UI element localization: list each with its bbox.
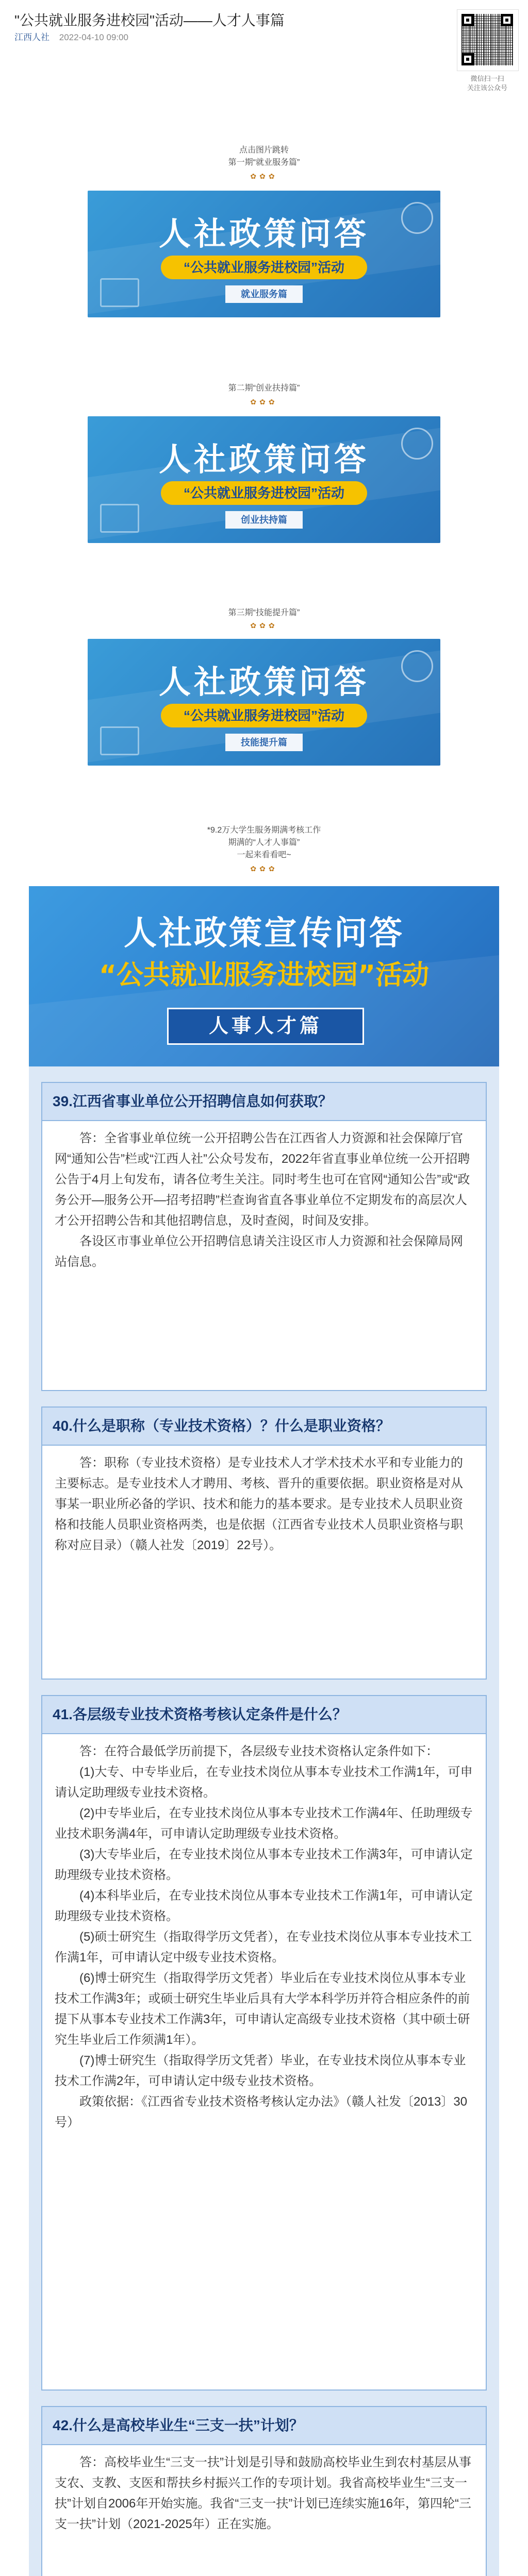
qa-item	[41, 2406, 487, 2576]
banner-title: 人社政策问答	[158, 440, 369, 478]
intro-caption: 第三期“技能提升篇”	[228, 608, 300, 617]
qa-answer	[42, 1121, 486, 1282]
article-meta	[14, 30, 128, 43]
qr-finder-icon	[461, 14, 474, 26]
qa-answer	[42, 1446, 486, 1565]
qa-question: 39.江西省事业单位公开招聘信息如何获取？	[42, 1083, 486, 1121]
qa-answer-paragraph: (6)博士研究生（指取得学历文凭者）毕业后在专业技术岗位从事本专业技术工作满3年；或硕士研究生毕业后具有大学本科学历并符合相应条件的前提下从事本专业技术工作满3年，可申请认定高级专业技术资格（其中硕士研究生毕业后工作须满1年）。	[55, 1971, 470, 2047]
intro-caption: 第二期“创业扶持篇”	[228, 384, 300, 393]
banner-chip: 技能提升篇	[225, 734, 303, 751]
poster-title: 人社政策宣传问答	[124, 914, 404, 953]
qa-answer-paragraph: 答：全省事业单位统一公开招聘公告在江西省人力资源和社会保障厅官网“通知公告”栏或“江西人社”公众号发布，2022年省直事业单位统一公开招聘公告于4月上旬发布，请各位考生关注。同时考生也可在官网“通知公告”或“政务公开—服务公开—招考招聘”栏查询省直各事业单位不定期发布的高层次人才公开招聘公告和其他招聘信息，及时查阅，时间及安排。	[55, 1131, 470, 1228]
banner-subtitle: “公共就业服务进校园”活动	[161, 256, 367, 279]
banner-startup-support[interactable]	[88, 416, 440, 543]
qa-answer-paragraph: (3)大专毕业后，在专业技术岗位从事本专业技术工作满3年，可申请认定助理级专业技术资格。	[55, 1848, 473, 1882]
qa-answer-paragraph: (1)大专、中专毕业后，在专业技术岗位从事本专业技术工作满1年，可申请认定助理级专业技术资格。	[55, 1765, 473, 1800]
intro-caption: 一起来看看吧~	[237, 851, 291, 859]
intro-caption: *9.2万大学生服务期满考核工作	[207, 826, 321, 835]
banner-subtitle: “公共就业服务进校园”活动	[161, 704, 367, 727]
qa-answer-paragraph: 答：高校毕业生“三支一扶”计划是引导和鼓励高校毕业生到农村基层从事支农、支教、支医和帮扶乡村振兴工作的专项计划。我省高校毕业生“三支一扶”计划自2006年开始实施。我省“三支一扶”计划已连续实施16年，第四轮“三支一扶”计划（2021-2025年）正在实施。	[55, 2455, 472, 2531]
qa-question: 41.各层级专业技术资格考核认定条件是什么？	[42, 1696, 486, 1734]
intro-caption: 期满的“人才人事篇”	[228, 838, 300, 847]
article-title: "公共就业服务进校园"活动——人才人事篇	[14, 12, 285, 28]
qa-poster	[29, 886, 499, 2576]
qa-answer-paragraph: (4)本科毕业后，在专业技术岗位从事本专业技术工作满1年，可申请认定助理级专业技术资格。	[55, 1889, 473, 1923]
banner-chip: 就业服务篇	[225, 285, 303, 303]
ornament-icon: ✿✿✿	[250, 172, 278, 180]
banner-employment-service[interactable]	[88, 191, 440, 317]
poster-subtitle: “公共就业服务进校园”活动	[98, 960, 430, 991]
qa-answer-paragraph: 各设区市事业单位公开招聘信息请关注设区市人力资源和社会保障局网站信息。	[55, 1234, 463, 1269]
intro-caption: 点击图片跳转	[239, 146, 289, 155]
ornament-icon: ✿✿✿	[250, 621, 278, 630]
qa-answer-paragraph: (5)硕士研究生（指取得学历文凭者），在专业技术岗位从事本专业技术工作满1年，可申请认定中级专业技术资格。	[55, 1930, 472, 1964]
article-header	[0, 0, 528, 98]
qa-item	[41, 1406, 487, 1680]
ornament-icon: ✿✿✿	[250, 398, 278, 406]
follow-qr-code	[457, 9, 519, 71]
account-name-link[interactable]: 江西人社	[14, 32, 50, 42]
publish-date: 2022-04-10 09:00	[59, 32, 128, 42]
qa-answer-paragraph: (2)中专毕业后，在专业技术岗位从事本专业技术工作满4年、任助理级专业技术职务满4年，可申请认定助理级专业技术资格。	[55, 1806, 473, 1841]
banner-chip: 创业扶持篇	[225, 511, 303, 529]
book-icon	[100, 504, 139, 533]
qa-answer-paragraph: 答：在符合最低学历前提下，各层级专业技术资格认定条件如下：	[79, 1744, 438, 1758]
qr-caption: 微信扫一扫 关注该公众号	[467, 75, 507, 92]
qa-question: 40.什么是职称（专业技术资格）？什么是职业资格？	[42, 1408, 486, 1446]
qa-answer	[42, 1734, 486, 2142]
poster-chip: 人事人才篇	[167, 1008, 364, 1045]
qa-answer-paragraph: 答：职称（专业技术资格）是专业技术人才学术技术水平和专业能力的主要标志。是专业技术人才聘用、考核、晋升的重要依据。职业资格是对从事某一职业所必备的学识、技术和能力的基本要求。是专业技术人员职业资格和技能人员职业资格两类，也是依据（江西省专业技术人员职业资格与职称对应目录）（赣人社发〔2019〕22号）。	[55, 1456, 463, 1552]
poster-header	[29, 886, 499, 1066]
intro-caption: 第一期“就业服务篇”	[228, 158, 300, 167]
banner-title: 人社政策问答	[158, 215, 369, 252]
qa-question: 42.什么是高校毕业生“三支一扶”计划？	[42, 2407, 486, 2445]
qa-answer	[42, 2445, 486, 2544]
qr-finder-icon	[461, 53, 474, 65]
qa-answer-paragraph: 政策依据：《江西省专业技术资格考核认定办法》（赣人社发〔2013〕30号）	[55, 2095, 468, 2129]
banner-subtitle: “公共就业服务进校园”活动	[161, 481, 367, 505]
banner-title: 人社政策问答	[158, 663, 369, 701]
qa-item	[41, 1082, 487, 1391]
qr-finder-icon	[501, 14, 513, 26]
book-icon	[100, 278, 139, 307]
ornament-icon: ✿✿✿	[250, 865, 278, 873]
qa-item	[41, 1695, 487, 2391]
banner-skills-upgrade[interactable]	[88, 639, 440, 766]
book-icon	[100, 726, 139, 755]
qa-answer-paragraph: (7)博士研究生（指取得学历文凭者）毕业，在专业技术岗位从事本专业技术工作满2年，可申请认定中级专业技术资格。	[55, 2054, 466, 2088]
